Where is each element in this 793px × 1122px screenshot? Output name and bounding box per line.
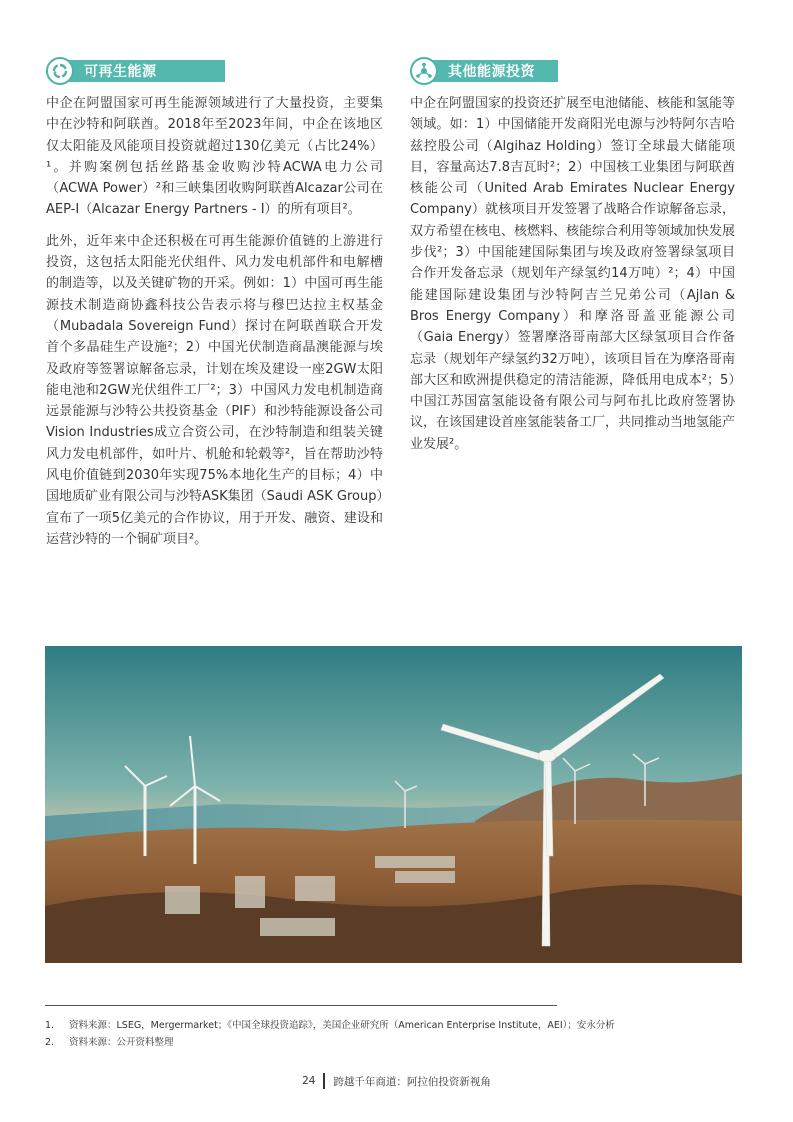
footnotes xyxy=(45,1017,615,1051)
body-paragraph: 中企在阿盟国家可再生能源领域进行了大量投资，主要集中在沙特和阿联酋。2018年至2023年间，中企在该地区仅太阳能及风能项目投资就超过130亿美元（占比24%）¹。并购案例包括丝路基金收购沙特ACWA电力公司（ACWA Power）²和三峡集团收购阿联酋Alcazar公司在AEP-I（Alcazar Energy Partners - I）的所有项目²。 xyxy=(46,96,383,218)
page-footer xyxy=(0,1073,793,1089)
left-column-text xyxy=(46,93,383,560)
wind-farm-photo xyxy=(45,646,742,963)
footnote-text: 资料来源：公开资料整理 xyxy=(69,1037,174,1048)
footnote-number: 2. xyxy=(45,1037,55,1048)
page-number: 24 xyxy=(302,1075,316,1087)
footnote-item xyxy=(45,1017,615,1034)
footnote-text: 资料来源：LSEG，Mergermarket；《中国全球投资追踪》，美国企业研究所（American Enterprise Institute，AEI）；安永分析 xyxy=(69,1020,615,1031)
section-title: 其他能源投资 xyxy=(448,64,535,80)
section-header-renewable xyxy=(46,57,157,85)
energy-network-icon xyxy=(410,57,438,85)
section-header-other-energy xyxy=(410,57,535,85)
footnote-divider xyxy=(45,1005,557,1006)
body-paragraph: 此外，近年来中企还积极在可再生能源价值链的上游进行投资，这包括太阳能光伏组件、风力发电机部件和电解槽的制造等，以及关键矿物的开采。例如：1）中国可再生能源技术制造商协鑫科技公告表示将与穆巴达拉主权基金（Mubadala Sovereign Fund）探讨在阿联酋联合开发首个多晶硅生产设施²；2）中国光伏制造商晶澳能源与埃及政府等签署谅解备忘录，计划在埃及建设一座2GW太阳能电池和2GW光伏组件工厂²；3）中国风力发电机制造商远景能源与沙特公共投资基金（PIF）和沙特能源设备公司Vision Industries成立合资公司，在沙特制造和组装关键风力发电机部件，如叶片、机舱和轮毂等²，旨在帮助沙特风电价值链到2030年实现75%本地化生产的目标；4）中国地质矿业有限公司与沙特ASK集团（Saudi ASK Group）宣布了一项5亿美元的合作协议，用于开发、融资、建设和运营沙特的一个铜矿项目²。 xyxy=(46,233,384,547)
footnote-item xyxy=(45,1034,615,1051)
section-title: 可再生能源 xyxy=(84,64,157,80)
report-title: 跨越千年商道：阿拉伯投资新视角 xyxy=(333,1075,491,1088)
body-paragraph: 中企在阿盟国家的投资还扩展至电池储能、核能和氢能等领域。如：1）中国储能开发商阳光电源与沙特阿尔吉哈兹控股公司（Algihaz Holding）签订全球最大储能项目，容量高达7.8吉瓦时²；2）中国核工业集团与阿联酋核能公司（United Arab Emirates Nuclear Energy Company）就核项目开发签署了战略合作谅解备忘录，双方希望在核电、核燃料、核能综合利用等领域加快发展步伐²；3）中国能建国际集团与埃及政府签署绿氢项目合作开发备忘录（规划年产绿氢约14万吨）²；4）中国能建国际建设集团与沙特阿吉兰兄弟公司（Ajlan & Bros Energy Company）和摩洛哥盖亚能源公司（Gaia Energy）签署摩洛哥南部大区绿氢项目合作备忘录（规划年产绿氢约32万吨），该项目旨在为摩洛哥南部大区和欧洲提供稳定的清洁能源，降低用电成本²；5）中国江苏国富氢能设备有限公司与阿布扎比政府签署协议，在该国建设首座氢能装备工厂，共同推动当地氢能产业发展²。 xyxy=(410,96,736,452)
right-column-text xyxy=(410,93,735,465)
recycle-icon xyxy=(46,57,74,85)
footnote-number: 1. xyxy=(45,1020,55,1031)
